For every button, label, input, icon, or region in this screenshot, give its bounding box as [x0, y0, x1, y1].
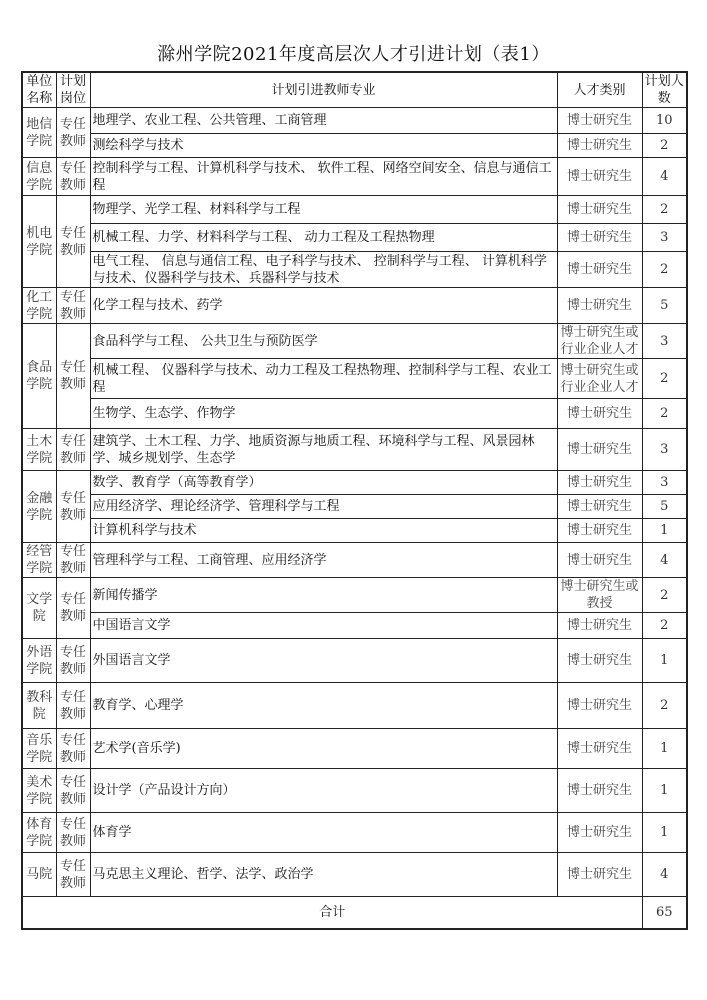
- talent-type-cell: 博士研究生或行业企业人才: [557, 324, 642, 359]
- major-note: （高等教育学）: [170, 475, 262, 490]
- plan-count-cell: 3: [642, 471, 687, 495]
- talent-type-cell: 博士研究生或教授: [557, 578, 642, 613]
- major-cell: [90, 613, 557, 639]
- recruitment-plan-table: [21, 71, 688, 930]
- table-row: [22, 769, 687, 813]
- major-text: 控制科学与工程、计算机科学与技术、 软件工程、网络空间安全、信息与通信工程: [92, 160, 552, 193]
- table-row: [22, 639, 687, 683]
- major-note: （产品设计方向）: [131, 783, 236, 798]
- table-row: [22, 196, 687, 224]
- major-text: 化学工程与技术、药学: [92, 298, 223, 313]
- major-text: 马克思主义理论、哲学、法学、政治学: [92, 867, 314, 882]
- talent-type-cell: 博士研究生: [557, 519, 642, 543]
- talent-type-cell: 博士研究生: [557, 108, 642, 134]
- talent-type-cell: 博士研究生: [557, 252, 642, 288]
- major-text: 外国语言文学: [92, 653, 171, 668]
- major-text: 测绘科学与技术: [92, 138, 184, 153]
- post-cell: 专任教师: [56, 158, 90, 196]
- post-cell: 专任教师: [56, 471, 90, 543]
- table-header-row: [22, 72, 687, 108]
- major-cell: [90, 813, 557, 853]
- table-body: [22, 108, 687, 929]
- unit-name-cell: 地信学院: [22, 108, 56, 158]
- table-row: [22, 729, 687, 769]
- plan-count-cell: 2: [642, 578, 687, 613]
- plan-count-cell: 1: [642, 813, 687, 853]
- post-cell: 专任教师: [56, 769, 90, 813]
- talent-type-cell: 博士研究生: [557, 134, 642, 158]
- talent-type-cell: 博士研究生: [557, 224, 642, 252]
- major-text: 食品科学与工程、 公共卫生与预防医学: [92, 333, 318, 349]
- total-label: 合计: [22, 897, 642, 929]
- talent-type-cell: 博士研究生: [557, 613, 642, 639]
- plan-count-cell: 2: [642, 683, 687, 729]
- talent-type-cell: 博士研究生或行业企业人才: [557, 359, 642, 399]
- table-row: [22, 495, 687, 519]
- talent-type-cell: 博士研究生: [557, 639, 642, 683]
- major-text: 生物学、生态学、作物学: [92, 406, 236, 421]
- talent-type-cell: 博士研究生: [557, 729, 642, 769]
- unit-name-cell: 音乐学院: [22, 729, 56, 769]
- talent-type-cell: 博士研究生: [557, 853, 642, 897]
- post-cell: 专任教师: [56, 683, 90, 729]
- major-cell: [90, 769, 557, 813]
- talent-type-cell: 博士研究生: [557, 196, 642, 224]
- unit-name-cell: 金融学院: [22, 471, 56, 543]
- unit-name-cell: 机电学院: [22, 196, 56, 288]
- table-row: [22, 399, 687, 429]
- header-unit: 单位名称: [22, 72, 56, 108]
- total-row: [22, 897, 687, 929]
- talent-type-cell: 博士研究生: [557, 813, 642, 853]
- major-text: 地理学、农业工程、公共管理、工商管理: [92, 113, 327, 128]
- major-cell: [90, 578, 557, 613]
- major-cell: [90, 729, 557, 769]
- table-row: [22, 108, 687, 134]
- header-major: 计划引进教师专业: [90, 72, 557, 108]
- unit-name-cell: 文学院: [22, 578, 56, 639]
- unit-name-cell: 土木学院: [22, 429, 56, 471]
- plan-count-cell: 2: [642, 252, 687, 288]
- table-row: [22, 324, 687, 359]
- major-text: 建筑学、土木工程、力学、地质资源与地质工程、环境科学与工程、风景园林学、城乡规划学、生态学: [92, 433, 535, 466]
- post-cell: 专任教师: [56, 196, 90, 288]
- talent-type-cell: 博士研究生: [557, 543, 642, 578]
- table-row: [22, 288, 687, 324]
- major-cell: [90, 519, 557, 543]
- post-cell: 专任教师: [56, 813, 90, 853]
- unit-name-cell: 信息学院: [22, 158, 56, 196]
- major-cell: [90, 429, 557, 471]
- post-cell: 专任教师: [56, 639, 90, 683]
- table-row: [22, 429, 687, 471]
- talent-type-cell: 博士研究生: [557, 288, 642, 324]
- major-text: 中国语言文学: [92, 618, 171, 633]
- major-text: 应用经济学、理论经济学、管理科学与工程: [92, 499, 340, 514]
- talent-type-cell: 博士研究生: [557, 158, 642, 196]
- post-cell: 专任教师: [56, 853, 90, 897]
- major-text: 体育学: [92, 825, 132, 840]
- major-cell: [90, 108, 557, 134]
- major-text: 管理科学与工程、工商管理、应用经济学: [92, 552, 327, 568]
- table-row: [22, 578, 687, 613]
- major-cell: [90, 495, 557, 519]
- plan-count-cell: 1: [642, 519, 687, 543]
- plan-count-cell: 3: [642, 429, 687, 471]
- major-cell: [90, 196, 557, 224]
- plan-count-cell: 2: [642, 134, 687, 158]
- major-cell: [90, 224, 557, 252]
- unit-name-cell: 体育学院: [22, 813, 56, 853]
- post-cell: 专任教师: [56, 543, 90, 578]
- major-text: 设计学: [92, 783, 132, 798]
- major-cell: [90, 471, 557, 495]
- post-cell: 专任教师: [56, 729, 90, 769]
- major-cell: [90, 639, 557, 683]
- unit-name-cell: 马院: [22, 853, 56, 897]
- major-cell: [90, 399, 557, 429]
- table-row: [22, 519, 687, 543]
- unit-name-cell: 外语学院: [22, 639, 56, 683]
- major-text: 机械工程、力学、材料科学与工程、 动力工程及工程热物理: [92, 230, 435, 245]
- major-cell: [90, 359, 557, 399]
- plan-count-cell: 3: [642, 224, 687, 252]
- post-cell: 专任教师: [56, 324, 90, 429]
- major-cell: [90, 853, 557, 897]
- talent-type-cell: 博士研究生: [557, 495, 642, 519]
- plan-count-cell: 1: [642, 769, 687, 813]
- table-row: [22, 543, 687, 578]
- document-title: 滁州学院2021年度高层次人才引进计划（表1）: [157, 44, 550, 65]
- plan-count-cell: 5: [642, 288, 687, 324]
- plan-count-cell: 4: [642, 158, 687, 196]
- major-cell: [90, 134, 557, 158]
- plan-count-cell: 4: [642, 853, 687, 897]
- major-cell: [90, 252, 557, 288]
- table-row: [22, 224, 687, 252]
- unit-name-cell: 美术学院: [22, 769, 56, 813]
- unit-name-cell: 食品学院: [22, 324, 56, 429]
- major-text: 数学、教育学: [92, 475, 171, 490]
- talent-type-cell: 博士研究生: [557, 429, 642, 471]
- plan-count-cell: 2: [642, 399, 687, 429]
- post-cell: 专任教师: [56, 429, 90, 471]
- plan-count-cell: 5: [642, 495, 687, 519]
- plan-count-cell: 10: [642, 108, 687, 134]
- table-row: [22, 359, 687, 399]
- major-text: 艺术学(音乐学): [92, 741, 181, 756]
- plan-count-cell: 2: [642, 359, 687, 399]
- table-row: [22, 134, 687, 158]
- table-row: [22, 853, 687, 897]
- table-row: [22, 471, 687, 495]
- table-row: [22, 813, 687, 853]
- major-cell: [90, 683, 557, 729]
- table-row: [22, 683, 687, 729]
- major-text: 电气工程、 信息与通信工程、电子科学与技术、 控制科学与工程、 计算机科学与技术、仪器科学与技术、兵器科学与技术: [92, 253, 547, 286]
- header-post: 计划岗位: [56, 72, 90, 108]
- table-row: [22, 613, 687, 639]
- major-text: 物理学、光学工程、材料科学与工程: [92, 202, 301, 217]
- post-cell: 专任教师: [56, 578, 90, 639]
- plan-count-cell: 2: [642, 196, 687, 224]
- major-cell: [90, 543, 557, 578]
- post-cell: 专任教师: [56, 288, 90, 324]
- header-count: 计划人数: [642, 72, 687, 108]
- major-cell: [90, 288, 557, 324]
- talent-type-cell: 博士研究生: [557, 471, 642, 495]
- plan-count-cell: 1: [642, 729, 687, 769]
- major-text: 机械工程、 仪器科学与技术、动力工程及工程热物理、控制科学与工程、农业工程: [92, 362, 552, 395]
- plan-count-cell: 3: [642, 324, 687, 359]
- plan-count-cell: 4: [642, 543, 687, 578]
- unit-name-cell: 教科院: [22, 683, 56, 729]
- unit-name-cell: 化工学院: [22, 288, 56, 324]
- header-type: 人才类别: [557, 72, 642, 108]
- talent-type-cell: 博士研究生: [557, 683, 642, 729]
- major-cell: [90, 324, 557, 359]
- major-cell: [90, 158, 557, 196]
- unit-name-cell: 经管学院: [22, 543, 56, 578]
- major-text: 教育学、心理学: [92, 698, 184, 713]
- talent-type-cell: 博士研究生: [557, 769, 642, 813]
- plan-count-cell: 2: [642, 613, 687, 639]
- major-text: 新闻传播学: [92, 587, 158, 603]
- total-value: 65: [642, 897, 687, 929]
- post-cell: 专任教师: [56, 108, 90, 158]
- major-text: 计算机科学与技术: [92, 523, 197, 538]
- plan-count-cell: 1: [642, 639, 687, 683]
- table-row: [22, 252, 687, 288]
- talent-type-cell: 博士研究生: [557, 399, 642, 429]
- table-row: [22, 158, 687, 196]
